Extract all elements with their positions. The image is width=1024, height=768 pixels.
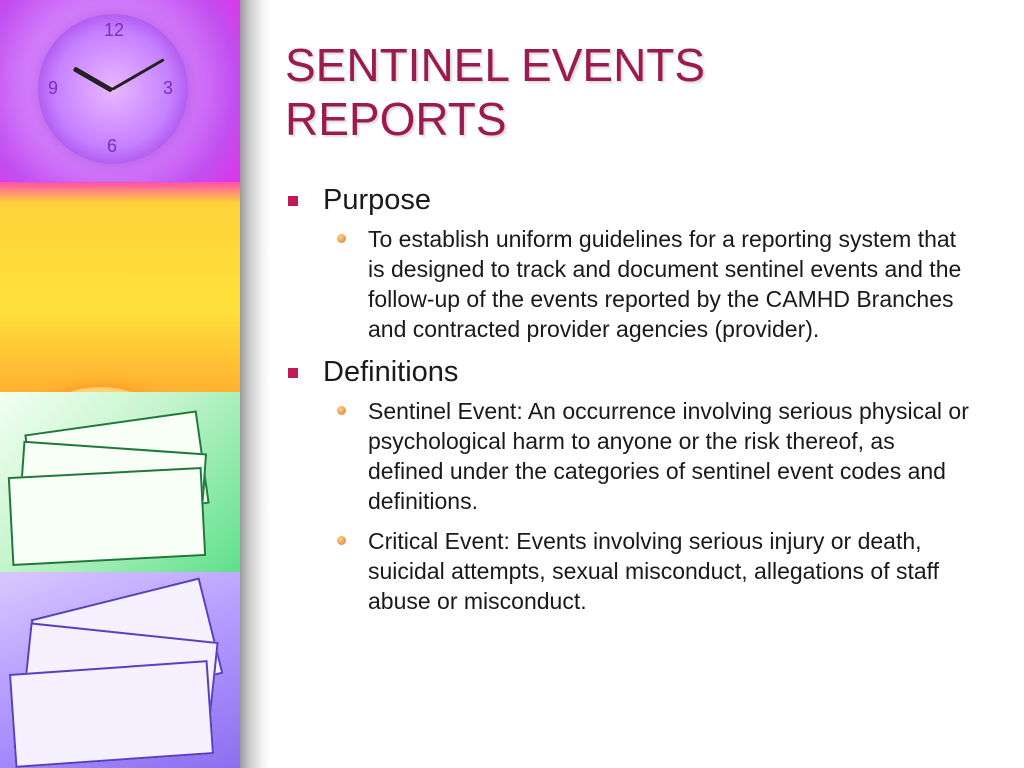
bullet-purpose: [285, 182, 985, 218]
clock-icon: [38, 14, 188, 164]
sub-bullet-text: Sentinel Event: An occurrence involving serious physical or psychological harm to anyone or the risk thereof, as defined under the categories of sentinel event codes and definitions.: [368, 398, 969, 514]
round-bullet-icon: [337, 234, 346, 243]
round-bullet-icon: [337, 536, 346, 545]
strip-shadow: [240, 0, 270, 768]
slide-title-line: SENTINEL EVENTS: [285, 39, 706, 91]
bullet-heading: Purpose: [323, 184, 432, 216]
clock-numeral: 6: [107, 136, 118, 156]
yellow-clock-photo: [0, 182, 240, 392]
photo-strip: [0, 0, 240, 768]
slide-title-line: REPORTS: [285, 93, 507, 145]
clock-hour-hand: [73, 66, 114, 92]
purple-clock-photo: [0, 0, 240, 190]
sub-bullet-text: Critical Event: Events involving serious injury or death, suicidal attempts, sexual misconduct, allegations of staff abuse or misconduct.: [368, 528, 940, 614]
bullet-definitions: [285, 354, 985, 390]
sub-bullet: [285, 526, 973, 616]
paper-sheet: [8, 467, 206, 566]
clock-minute-hand: [111, 58, 164, 91]
clock-numeral: 3: [163, 78, 174, 98]
square-bullet-icon: [288, 196, 298, 206]
clock-numeral: 9: [48, 78, 59, 98]
square-bullet-icon: [288, 368, 298, 378]
sub-bullet: [285, 396, 973, 516]
bullet-heading: Definitions: [323, 356, 459, 388]
slide-content: [285, 182, 985, 626]
sub-bullet-text: To establish uniform guidelines for a reporting system that is designed to track and document sentinel events and the follow-up of the events reported by the CAMHD Branches and contracted provider agencies (provider).: [368, 226, 962, 342]
slide-title: [285, 38, 985, 146]
clock-numeral: 12: [104, 20, 125, 40]
purple-papers-photo: [0, 572, 240, 768]
sub-bullet: [285, 224, 973, 344]
green-papers-photo: [0, 392, 240, 572]
paper-sheet: [9, 660, 214, 768]
round-bullet-icon: [337, 406, 346, 415]
